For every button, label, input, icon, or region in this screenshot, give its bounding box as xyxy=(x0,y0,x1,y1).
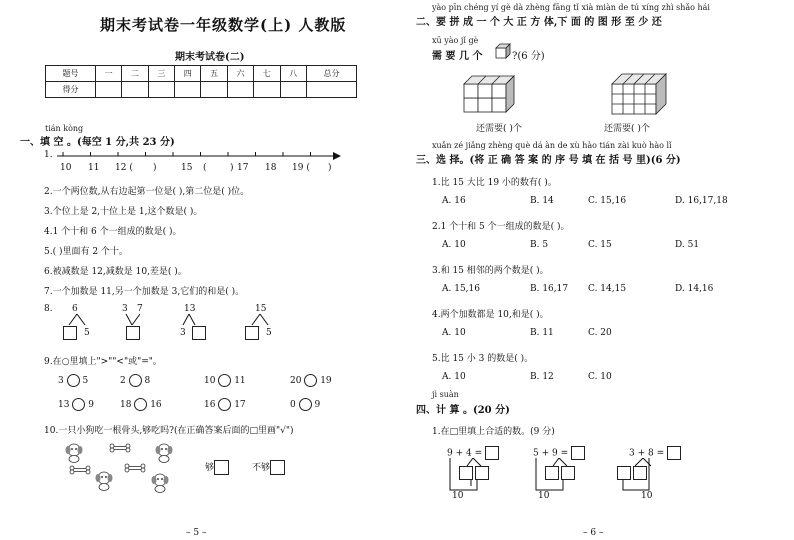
compare-right: 9 xyxy=(88,400,94,410)
dog-icon xyxy=(152,474,169,493)
exam-subtitle: 期末考试卷(二) xyxy=(175,52,245,63)
score-cell[interactable] xyxy=(148,82,174,98)
compare-right: 9 xyxy=(314,400,321,410)
compare-item xyxy=(58,398,94,411)
nl-label: 10 xyxy=(60,163,72,173)
mc-option[interactable]: A. 16 xyxy=(442,196,466,206)
mc-option[interactable]: A. 10 xyxy=(442,328,466,338)
score-header-cell: 五 xyxy=(201,66,227,82)
compare-item xyxy=(58,374,88,387)
score-cell[interactable] xyxy=(254,82,280,98)
question-5: 5.( )里面有 2 个十。 xyxy=(44,247,128,257)
score-table xyxy=(45,65,357,98)
bone-icon xyxy=(125,464,145,472)
score-header-cell: 一 xyxy=(95,66,121,82)
compare-item xyxy=(204,398,246,411)
dog-icon xyxy=(156,444,173,463)
calc-block xyxy=(629,446,709,502)
q8-number: 8. xyxy=(44,304,53,314)
score-header-cell: 四 xyxy=(175,66,201,82)
compare-item xyxy=(120,398,162,411)
enough-label: 够 xyxy=(205,463,215,473)
compare-circle[interactable] xyxy=(129,374,142,387)
bond-branch-icon xyxy=(60,313,100,327)
mc-option[interactable]: B. 5 xyxy=(530,240,549,250)
question-10: 10.一只小狗吃一根骨头,够吃吗?(在正确答案后面的□里画"√") xyxy=(44,426,294,436)
nl-label: 15 xyxy=(181,163,193,173)
score-cell[interactable] xyxy=(122,82,148,98)
nl-label: 11 xyxy=(88,163,100,173)
compare-circle[interactable] xyxy=(67,374,80,387)
compare-right: 16 xyxy=(150,400,162,410)
compare-circle[interactable] xyxy=(72,398,85,411)
calc-expression: 5 + 9 = xyxy=(533,448,569,459)
question-9: 9.在○里填上">""<"或"="。 xyxy=(44,357,162,367)
compare-circle[interactable] xyxy=(304,374,317,387)
need-count-2: 还需要( )个 xyxy=(604,124,650,134)
page-number-right: – 6 – xyxy=(583,528,604,538)
mc-option[interactable]: C. 20 xyxy=(588,328,612,338)
nl-label: ) xyxy=(153,163,157,173)
compare-left: 18 xyxy=(120,400,132,410)
mc-question: 3.和 15 相邻的两个数是( )。 xyxy=(432,266,549,276)
sec1-pinyin: tián kòng xyxy=(45,124,84,133)
score-cell[interactable] xyxy=(201,82,227,98)
answer-box[interactable] xyxy=(633,466,647,480)
ten-label: 10 xyxy=(641,491,653,501)
page-title: 期末考试卷一年级数学(上) 人教版 xyxy=(100,16,347,34)
mc-option[interactable]: D. 16,17,18 xyxy=(675,196,728,206)
compare-item xyxy=(290,398,320,411)
score-cell[interactable] xyxy=(175,82,201,98)
score-header-cell: 二 xyxy=(122,66,148,82)
sec4-question-1: 1.在□里填上合适的数。(9 分) xyxy=(432,427,555,437)
answer-box[interactable] xyxy=(126,326,140,340)
calc-block xyxy=(447,446,527,502)
enough-option xyxy=(205,460,229,475)
nl-label: 18 xyxy=(265,163,277,173)
calc-expression: 9 + 4 = xyxy=(447,448,483,459)
not-enough-option xyxy=(252,460,285,475)
bond-known: 7 xyxy=(137,304,143,314)
nl-label: ) xyxy=(328,163,332,173)
question-4: 4.1 个十和 6 个一组成的数是( )。 xyxy=(44,227,182,237)
compare-right: 19 xyxy=(320,376,332,386)
cube-structure-small xyxy=(462,72,522,118)
answer-box[interactable] xyxy=(245,326,259,340)
sec2-pinyin2: xū yào jǐ gè xyxy=(432,36,479,45)
question-7: 7.一个加数是 11,另一个加数是 3,它们的和是( )。 xyxy=(44,287,245,297)
score-header-cell: 七 xyxy=(254,66,280,82)
compare-right: 17 xyxy=(234,400,246,410)
answer-box[interactable] xyxy=(475,466,489,480)
sec4-pinyin: jì suàn xyxy=(432,390,459,399)
compare-circle[interactable] xyxy=(218,374,231,387)
nl-label: 12 ( xyxy=(115,163,133,173)
answer-box[interactable] xyxy=(459,466,473,480)
score-header-cell: 八 xyxy=(280,66,306,82)
mc-option[interactable]: A. 10 xyxy=(442,240,466,250)
number-bond xyxy=(242,304,282,344)
ten-label: 10 xyxy=(538,491,550,501)
score-cell[interactable] xyxy=(307,82,357,98)
number-bond xyxy=(60,304,100,344)
ten-label: 10 xyxy=(452,491,464,501)
bond-top: 3 xyxy=(122,304,128,314)
question-2: 2.一个两位数,从右边起第一位是( ),第二位是( )位。 xyxy=(44,187,250,197)
compare-item xyxy=(290,374,332,387)
answer-box[interactable] xyxy=(545,466,559,480)
mc-option[interactable]: A. 10 xyxy=(442,372,466,382)
score-header-cell: 题号 xyxy=(46,66,96,82)
sec2-pinyin: yào pīn chéng yí gè dà zhèng fāng tǐ xià miàn de tú xíng zhì shǎo hái xyxy=(432,3,710,12)
mc-option[interactable]: D. 51 xyxy=(675,240,700,250)
compare-left: 13 xyxy=(58,400,70,410)
compare-item xyxy=(120,374,150,387)
dogs-bones-illustration xyxy=(60,438,190,496)
mc-option[interactable]: C. 15 xyxy=(588,240,612,250)
bone-icon xyxy=(70,466,90,474)
compare-circle[interactable] xyxy=(218,398,231,411)
not-enough-label: 不够 xyxy=(252,463,271,473)
calc-block xyxy=(533,446,613,502)
mc-question: 2.1 个十和 5 个一组成的数是( )。 xyxy=(432,222,570,232)
mc-option[interactable]: C. 15,16 xyxy=(588,196,627,206)
compare-right: 5 xyxy=(82,376,89,386)
score-row-label: 得分 xyxy=(46,82,96,98)
sec1-title: 一、填 空 。(每空 1 分,共 23 分) xyxy=(20,137,175,148)
mc-option[interactable]: A. 15,16 xyxy=(442,284,480,294)
nl-label: 19 ( xyxy=(292,163,310,173)
mc-option[interactable]: C. 14,15 xyxy=(588,284,627,294)
compare-left: 10 xyxy=(204,376,216,386)
bond-branch-icon xyxy=(122,313,162,327)
bond-branch-icon xyxy=(242,313,282,327)
mc-question: 1.比 15 大比 19 小的数有( )。 xyxy=(432,178,557,188)
answer-box[interactable] xyxy=(667,446,681,460)
bone-icon xyxy=(110,444,130,452)
enough-checkbox[interactable] xyxy=(214,460,229,475)
calc-expression: 3 + 8 = xyxy=(629,448,665,459)
compare-left: 2 xyxy=(120,376,126,386)
bond-top: 13 xyxy=(184,304,196,314)
compare-item xyxy=(204,374,246,387)
compare-left: 3 xyxy=(58,376,64,386)
compare-grid xyxy=(58,374,348,414)
question-6: 6.被减数是 12,减数是 10,差是( )。 xyxy=(44,267,187,277)
nl-label: 17 xyxy=(237,163,249,173)
mc-option[interactable]: C. 10 xyxy=(588,372,612,382)
answer-box[interactable] xyxy=(561,466,575,480)
compare-right: 11 xyxy=(234,376,246,386)
cube-structure-large xyxy=(610,70,672,120)
score-cell[interactable] xyxy=(95,82,121,98)
page-number-left: – 5 – xyxy=(186,528,207,538)
answer-box[interactable] xyxy=(192,326,206,340)
compare-circle[interactable] xyxy=(134,398,147,411)
nl-label: ( xyxy=(203,163,207,173)
sec4-title: 四、计 算 。(20 分) xyxy=(416,405,510,416)
bond-branch-icon xyxy=(180,313,220,327)
compare-circle[interactable] xyxy=(299,398,312,411)
answer-box[interactable] xyxy=(63,326,77,340)
q1-number: 1. xyxy=(44,150,53,160)
cube-icon xyxy=(494,42,512,60)
sec3-pinyin: xuǎn zé jiǎng zhèng què dá àn de xù hào tián zài kuò hào lǐ xyxy=(432,141,672,150)
score-cell[interactable] xyxy=(227,82,253,98)
mc-question: 4.两个加数都是 10,和是( )。 xyxy=(432,310,549,320)
bond-top: 15 xyxy=(255,304,267,314)
sec2-title2: 需 要 几 个 xyxy=(432,51,483,62)
score-header-cell: 六 xyxy=(227,66,253,82)
number-bond-row xyxy=(60,304,350,346)
mc-option[interactable]: D. 14,16 xyxy=(675,284,714,294)
mc-option[interactable]: B. 14 xyxy=(530,196,554,206)
sec2-score: ?(6 分) xyxy=(512,51,545,62)
number-bond xyxy=(122,304,162,344)
sec2-title: 二、要 拼 成 一 个 大 正 方 体,下 面 的 图 形 至 少 还 xyxy=(416,17,662,28)
dog-icon xyxy=(66,444,83,463)
compare-left: 20 xyxy=(290,376,302,386)
mc-option[interactable]: B. 11 xyxy=(530,328,554,338)
sec3-title: 三、选 择。(将 正 确 答 案 的 序 号 填 在 括 号 里)(6 分) xyxy=(416,155,681,166)
number-bond xyxy=(180,304,220,344)
bond-top: 6 xyxy=(72,304,78,314)
compare-left: 0 xyxy=(290,400,296,410)
answer-box[interactable] xyxy=(617,466,631,480)
need-count-1: 还需要( )个 xyxy=(476,124,522,134)
question-3: 3.个位上是 2,十位上是 1,这个数是( )。 xyxy=(44,207,203,217)
bond-known: 5 xyxy=(84,328,90,338)
mc-question: 5.比 15 小 3 的数是( )。 xyxy=(432,354,534,364)
bond-known: 3 xyxy=(180,328,186,338)
score-header-cell: 三 xyxy=(148,66,174,82)
score-header-cell: 总分 xyxy=(307,66,357,82)
bond-known: 5 xyxy=(266,328,272,338)
score-cell[interactable] xyxy=(280,82,306,98)
dog-icon xyxy=(96,472,113,491)
compare-right: 8 xyxy=(144,376,151,386)
calc-row xyxy=(447,446,747,506)
mc-option[interactable]: B. 16,17 xyxy=(530,284,569,294)
mc-option[interactable]: B. 12 xyxy=(530,372,554,382)
compare-left: 16 xyxy=(204,400,216,410)
nl-label: ) xyxy=(230,163,234,173)
not-enough-checkbox[interactable] xyxy=(270,460,285,475)
